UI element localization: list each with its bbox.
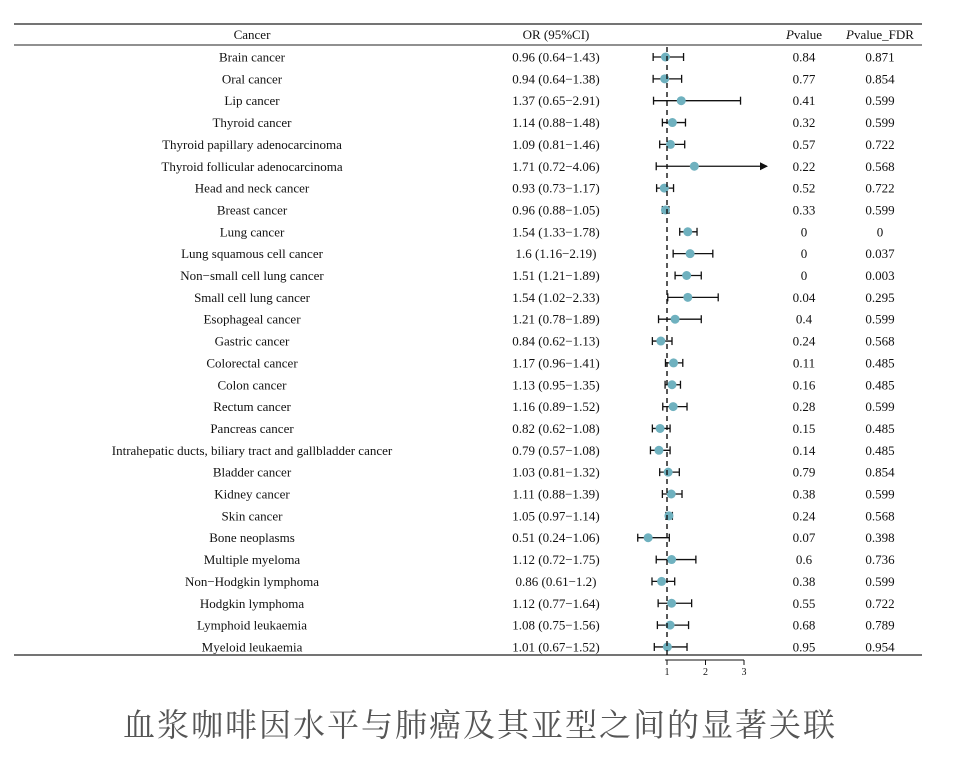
- row-pvalue-fdr: 0.485: [865, 420, 895, 436]
- row-pvalue-fdr: 0.599: [865, 399, 895, 415]
- header-or-ci: OR (95%CI): [522, 27, 590, 42]
- row-pvalue: 0.33: [792, 202, 816, 218]
- row-pvalue: 0.38: [792, 486, 816, 502]
- row-or-ci: 0.96 (0.88−1.05): [512, 202, 600, 218]
- row-pvalue-fdr: 0.398: [865, 530, 895, 546]
- row-pvalue-fdr: 0.954: [865, 639, 895, 655]
- or-point: [667, 599, 676, 608]
- row-pvalue: 0.57: [792, 136, 816, 152]
- row-or-ci: 0.82 (0.62−1.08): [512, 420, 600, 436]
- row-cancer-label: Lung squamous cell cancer: [181, 246, 323, 262]
- row-or-ci: 1.09 (0.81−1.46): [512, 136, 600, 152]
- row-or-ci: 1.12 (0.72−1.75): [512, 552, 600, 568]
- or-point: [668, 118, 677, 127]
- row-pvalue: 0.04: [792, 289, 816, 305]
- row-cancer-label: Esophageal cancer: [203, 311, 301, 327]
- or-point: [667, 490, 676, 499]
- row-cancer-label: Myeloid leukaemia: [201, 639, 303, 655]
- x-tick-label: 1: [664, 667, 670, 678]
- row-cancer-label: Lip cancer: [224, 93, 280, 109]
- row-pvalue: 0.28: [792, 399, 816, 415]
- row-cancer-label: Brain cancer: [218, 49, 286, 65]
- row-or-ci: 0.96 (0.64−1.43): [512, 49, 600, 65]
- row-pvalue: 0.24: [792, 508, 816, 524]
- header-pvalue: Pvalue: [785, 27, 823, 42]
- or-point: [671, 315, 680, 324]
- row-pvalue: 0.11: [792, 355, 816, 371]
- row-or-ci: 1.54 (1.02−2.33): [512, 289, 600, 305]
- row-pvalue: 0.38: [792, 573, 816, 589]
- row-or-ci: 1.01 (0.67−1.52): [512, 639, 600, 655]
- row-pvalue-fdr: 0.789: [865, 617, 895, 633]
- or-point: [660, 74, 669, 83]
- row-pvalue-fdr: 0.854: [865, 464, 895, 480]
- row-or-ci: 1.71 (0.72−4.06): [512, 158, 600, 174]
- row-cancer-label: Head and neck cancer: [194, 180, 310, 196]
- x-axis: [665, 660, 747, 678]
- row-pvalue-fdr: 0.599: [865, 311, 895, 327]
- or-point: [644, 533, 653, 542]
- row-cancer-label: Thyroid cancer: [212, 115, 292, 131]
- row-or-ci: 1.08 (0.75−1.56): [512, 617, 600, 633]
- row-cancer-label: Rectum cancer: [213, 399, 291, 415]
- row-cancer-label: Thyroid follicular adenocarcinoma: [161, 158, 343, 174]
- or-point: [661, 205, 670, 214]
- or-point: [664, 468, 673, 477]
- row-pvalue-fdr: 0: [876, 224, 884, 240]
- row-pvalue-fdr: 0.854: [865, 71, 895, 87]
- row-cancer-label: Lung cancer: [219, 224, 285, 240]
- row-pvalue: 0.84: [792, 49, 816, 65]
- row-or-ci: 0.94 (0.64−1.38): [512, 71, 600, 87]
- figure-caption: 血浆咖啡因水平与肺癌及其亚型之间的显著关联: [122, 706, 837, 744]
- or-point: [690, 162, 699, 171]
- or-point: [661, 53, 670, 62]
- row-pvalue-fdr: 0.599: [865, 202, 895, 218]
- row-or-ci: 1.6 (1.16−2.19): [515, 246, 597, 262]
- or-point: [686, 249, 695, 258]
- header-pvalue-fdr: Pvalue_FDR: [846, 27, 914, 42]
- row-pvalue-fdr: 0.037: [865, 246, 895, 262]
- row-pvalue-fdr: 0.722: [865, 595, 895, 611]
- row-pvalue-fdr: 0.722: [865, 180, 895, 196]
- row-cancer-label: Oral cancer: [221, 71, 283, 87]
- row-pvalue: 0.16: [792, 377, 816, 393]
- or-point: [656, 337, 665, 346]
- row-cancer-label: Multiple myeloma: [203, 552, 301, 568]
- row-pvalue-fdr: 0.736: [865, 552, 895, 568]
- row-pvalue: 0.55: [792, 595, 816, 611]
- row-pvalue: 0: [800, 268, 808, 283]
- row-pvalue-fdr: 0.568: [865, 158, 895, 174]
- row-cancer-label: Breast cancer: [216, 202, 288, 218]
- row-cancer-label: Bone neoplasms: [209, 530, 295, 546]
- row-or-ci: 1.12 (0.77−1.64): [512, 595, 600, 611]
- row-pvalue-fdr: 0.722: [865, 136, 895, 152]
- row-or-ci: 1.05 (0.97−1.14): [512, 508, 600, 524]
- row-pvalue-fdr: 0.599: [865, 486, 895, 502]
- row-or-ci: 1.11 (0.88−1.39): [512, 486, 600, 502]
- row-or-ci: 0.93 (0.73−1.17): [512, 180, 600, 196]
- row-or-ci: 0.79 (0.57−1.08): [512, 442, 600, 458]
- row-pvalue: 0.77: [792, 71, 816, 87]
- row-cancer-label: Thyroid papillary adenocarcinoma: [162, 136, 342, 152]
- row-pvalue: 0: [800, 224, 808, 240]
- row-or-ci: 1.54 (1.33−1.78): [512, 224, 600, 240]
- row-or-ci: 1.03 (0.81−1.32): [512, 464, 600, 480]
- row-pvalue: 0.41: [792, 93, 816, 109]
- or-point: [657, 577, 666, 586]
- or-point: [654, 446, 663, 455]
- or-point: [677, 96, 686, 105]
- row-cancer-label: Lymphoid leukaemia: [196, 617, 308, 633]
- row-pvalue: 0.07: [792, 530, 816, 546]
- row-pvalue: 0.15: [792, 420, 816, 436]
- row-cancer-label: Intrahepatic ducts, biliary tract and gallbladder cancer: [111, 442, 393, 458]
- x-tick-label: 3: [741, 667, 747, 678]
- or-point: [683, 293, 692, 302]
- row-pvalue: 0.14: [792, 442, 816, 458]
- plot-area: [638, 47, 768, 655]
- row-pvalue: 0.22: [792, 158, 816, 174]
- or-point: [656, 424, 665, 433]
- table-rows: [112, 50, 895, 655]
- row-or-ci: 0.84 (0.62−1.13): [512, 333, 600, 349]
- row-pvalue: 0.68: [792, 617, 816, 633]
- x-tick-label: 2: [703, 667, 708, 678]
- row-cancer-label: Small cell lung cancer: [194, 289, 310, 305]
- row-or-ci: 1.17 (0.96−1.41): [512, 355, 600, 371]
- or-point: [669, 358, 678, 367]
- or-point: [664, 511, 673, 520]
- row-cancer-label: Non−small cell lung cancer: [180, 268, 324, 283]
- or-point: [668, 380, 677, 389]
- row-cancer-label: Colon cancer: [217, 377, 287, 393]
- row-or-ci: 1.51 (1.21−1.89): [512, 268, 600, 283]
- row-or-ci: 1.21 (0.78−1.89): [512, 311, 600, 327]
- row-cancer-label: Skin cancer: [221, 508, 283, 524]
- row-pvalue-fdr: 0.485: [865, 377, 895, 393]
- row-pvalue-fdr: 0.003: [865, 268, 895, 283]
- row-pvalue-fdr: 0.599: [865, 573, 895, 589]
- row-pvalue: 0.4: [795, 311, 813, 327]
- row-or-ci: 1.37 (0.65−2.91): [512, 93, 600, 109]
- row-pvalue: 0.24: [792, 333, 816, 349]
- row-pvalue-fdr: 0.568: [865, 508, 895, 524]
- row-or-ci: 0.86 (0.61−1.2): [515, 573, 597, 589]
- row-pvalue: 0: [800, 246, 808, 262]
- row-pvalue-fdr: 0.599: [865, 115, 895, 131]
- row-or-ci: 1.16 (0.89−1.52): [512, 399, 600, 415]
- row-pvalue: 0.32: [792, 115, 816, 131]
- row-pvalue-fdr: 0.485: [865, 442, 895, 458]
- row-cancer-label: Kidney cancer: [214, 486, 290, 502]
- row-or-ci: 1.13 (0.95−1.35): [512, 377, 600, 393]
- row-pvalue: 0.95: [792, 639, 816, 655]
- row-or-ci: 0.51 (0.24−1.06): [512, 530, 600, 546]
- row-cancer-label: Pancreas cancer: [210, 420, 294, 436]
- row-cancer-label: Bladder cancer: [212, 464, 292, 480]
- or-point: [667, 555, 676, 564]
- or-point: [669, 402, 678, 411]
- header-cancer: Cancer: [233, 27, 271, 42]
- row-cancer-label: Colorectal cancer: [206, 355, 298, 371]
- row-cancer-label: Hodgkin lymphoma: [199, 595, 305, 611]
- row-pvalue: 0.79: [792, 464, 816, 480]
- row-pvalue-fdr: 0.485: [865, 355, 895, 371]
- row-pvalue-fdr: 0.568: [865, 333, 895, 349]
- row-pvalue-fdr: 0.295: [865, 289, 895, 305]
- row-pvalue-fdr: 0.871: [865, 49, 895, 65]
- or-point: [682, 271, 691, 280]
- or-point: [683, 227, 692, 236]
- row-or-ci: 1.14 (0.88−1.48): [512, 115, 600, 131]
- ci-arrow-high: [760, 162, 768, 170]
- row-pvalue: 0.52: [792, 180, 816, 196]
- row-cancer-label: Non−Hodgkin lymphoma: [184, 573, 320, 589]
- row-pvalue: 0.6: [795, 552, 813, 568]
- row-pvalue-fdr: 0.599: [865, 93, 895, 109]
- row-cancer-label: Gastric cancer: [214, 333, 290, 349]
